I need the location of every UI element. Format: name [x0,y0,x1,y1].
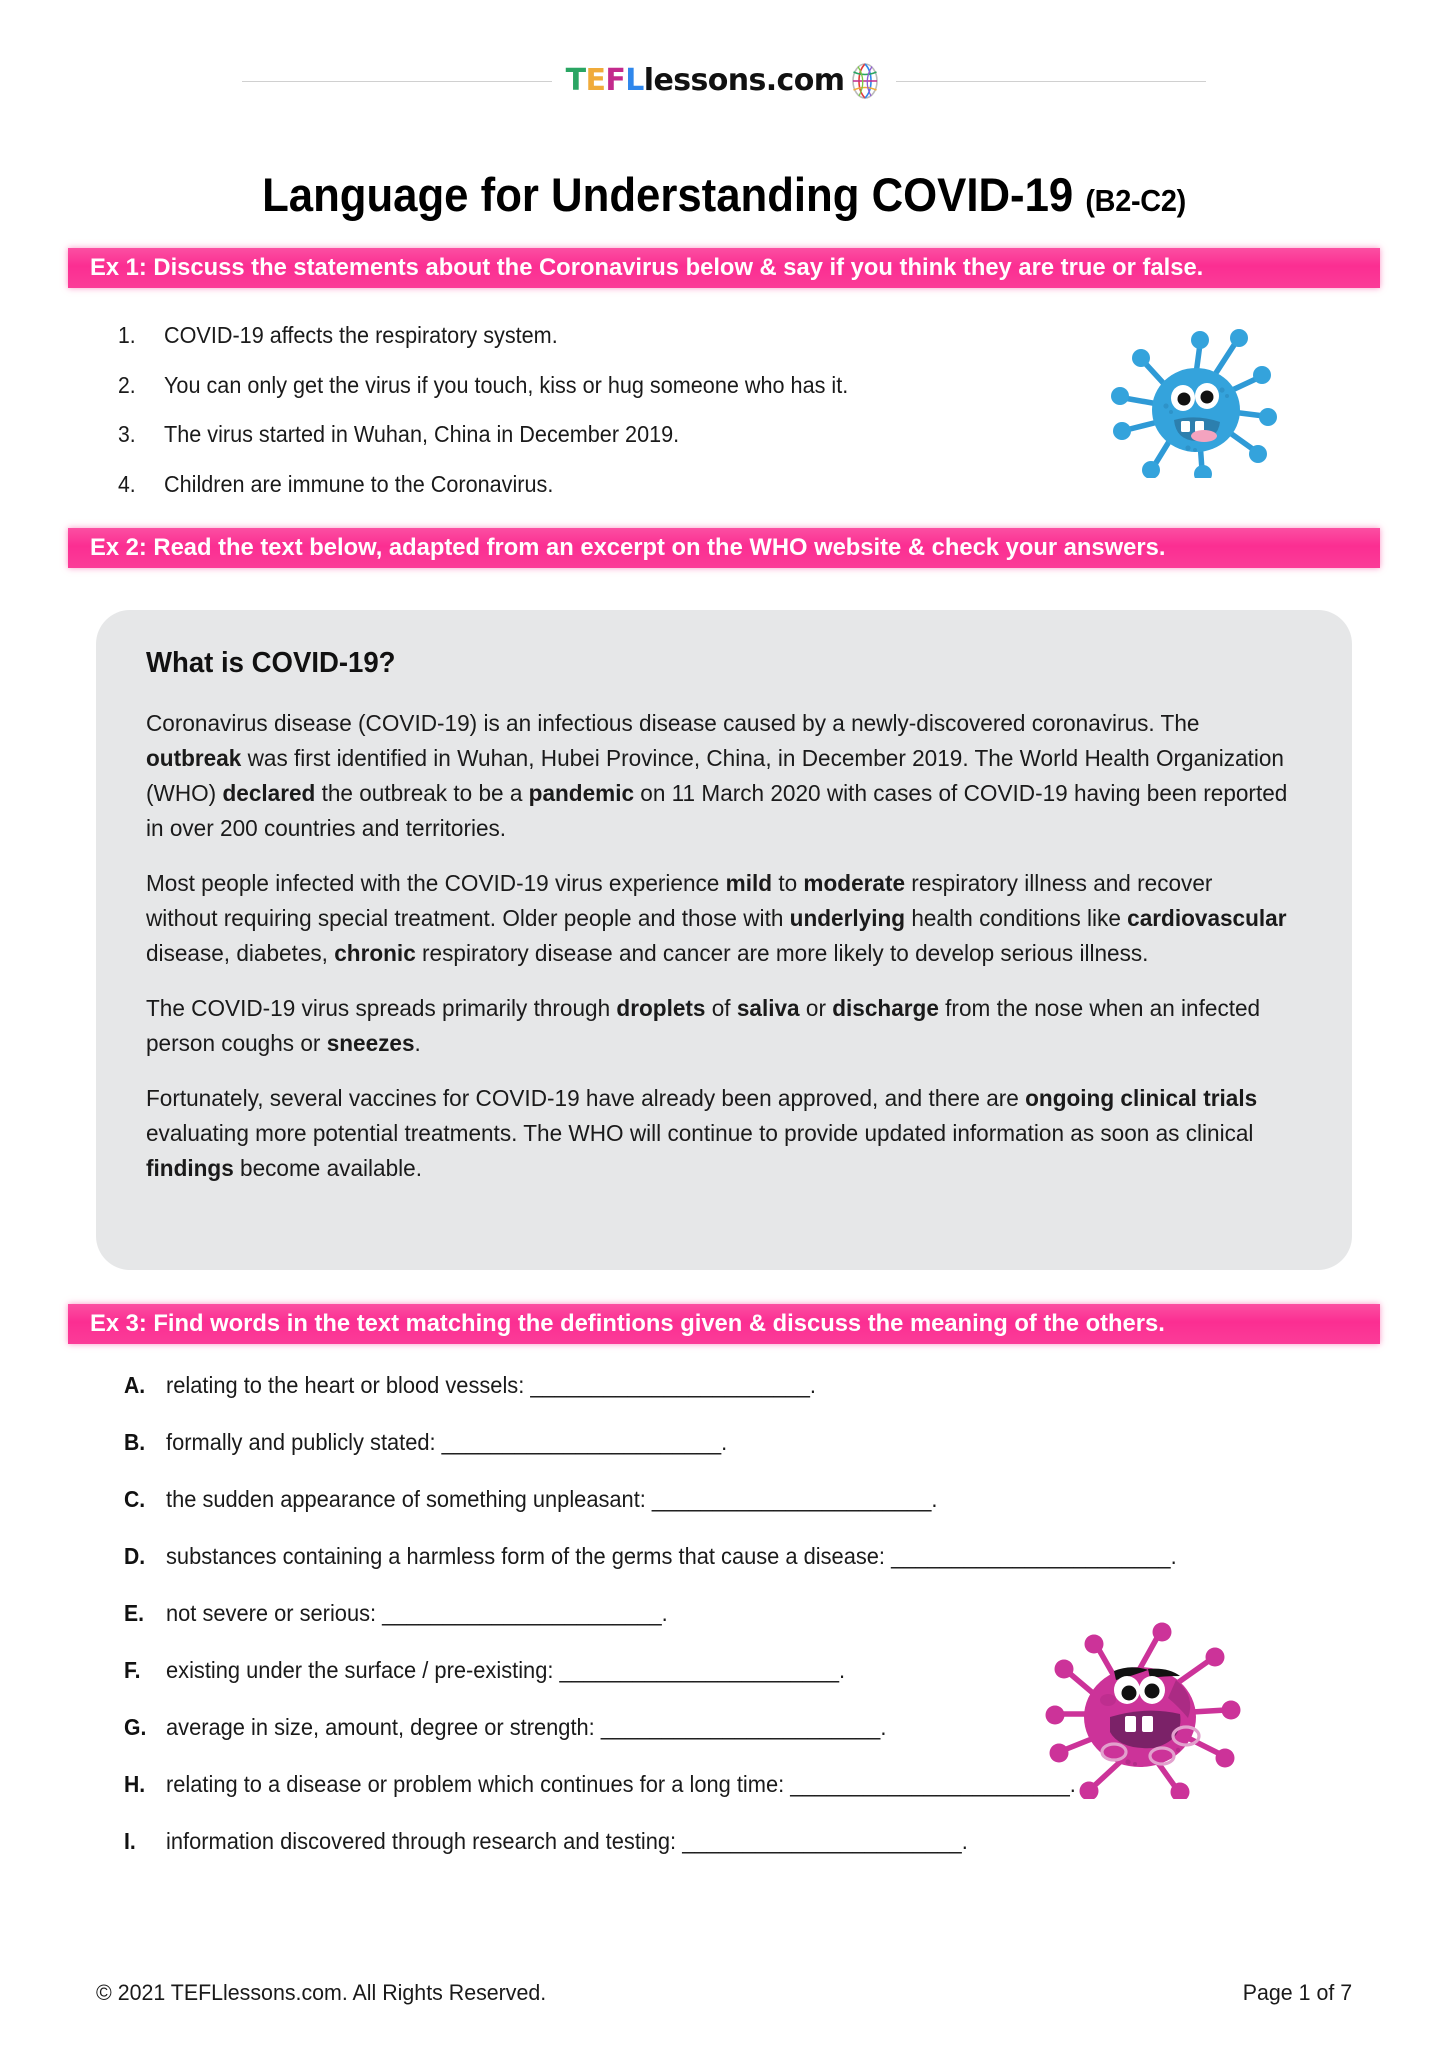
ex3-item-letter: F. [124,1657,141,1683]
ex1-item-text: Children are immune to the Coronavirus. [164,470,554,497]
ex1-item-number: 2. [118,371,136,398]
footer-page-number: Page 1 of 7 [1242,1980,1352,2005]
reading-paragraph: The COVID-19 virus spreads primarily through droplets of saliva or discharge from the nose when an infected person coughs or sneezes. [146,995,1261,1056]
ex3-item-text[interactable]: the sudden appearance of something unpleasant: _______________________. [166,1486,938,1512]
list-item [124,1372,1394,1399]
ex1-item-text: You can only get the virus if you touch, kiss or hug someone who has it. [164,371,849,398]
logo-letter-l: L [625,63,644,98]
ex3-item-letter: H. [124,1771,146,1797]
exercise-banner-ex3-label: Ex 3: Find words in the text matching the defintions given & discuss the meaning of the others. [90,1310,1165,1337]
globe-icon [848,62,882,100]
logo-letter-e: E [585,63,606,98]
list-item [124,1600,1394,1627]
page-footer [96,1980,1352,2006]
exercise-banner-ex1 [68,248,1380,288]
logo-letter-f: F [605,63,626,98]
ex1-item-text: The virus started in Wuhan, China in December 2019. [164,421,680,447]
ex1-item-text: COVID-19 affects the respiratory system. [164,322,558,348]
logo-wordmark [565,63,845,98]
ex3-item-text[interactable]: relating to a disease or problem which continues for a long time: _______________________. [166,1771,1076,1797]
list-item [118,372,1108,399]
ex3-item-text[interactable]: existing under the surface / pre-existing: _______________________. [166,1657,846,1683]
list-item [118,471,1108,498]
list-item [124,1771,1394,1798]
ex1-item-number: 4. [118,470,136,497]
exercise-banner-ex3 [68,1304,1380,1344]
reading-text-box [96,610,1352,1270]
ex3-item-letter: A. [124,1372,146,1398]
exercise-banner-ex1-label: Ex 1: Discuss the statements about the Coronavirus below & say if you think they are true or false. [90,254,1204,281]
reading-paragraph: Most people infected with the COVID-19 virus experience mild to moderate respiratory illness and recover without requiring special treatment. Older people and those with underlying health conditions like cardiovascular disease, diabetes, chronic respiratory disease and cancer are more likely to develop serious illness. [146,870,1287,966]
list-item [118,322,1108,349]
page-title [51,167,1398,222]
list-item [124,1657,1394,1684]
site-logo-bar [0,62,1448,100]
list-item [124,1543,1394,1570]
list-item [124,1714,1394,1741]
ex3-item-text[interactable]: not severe or serious: _______________________. [166,1600,668,1626]
ex1-item-number: 1. [118,322,136,348]
logo-letter-t: T [565,63,586,98]
ex3-item-letter: C. [124,1486,146,1512]
list-item [124,1429,1394,1456]
ex3-item-text[interactable]: substances containing a harmless form of the germs that cause a disease: _______________________. [166,1543,1177,1569]
reading-paragraph: Coronavirus disease (COVID-19) is an infectious disease caused by a newly-discovered coronavirus. The outbreak was first identified in Wuhan, Hubei Province, China, in December 2019. The World Health Organization (WHO) declared the outbreak to be a pandemic on 11 March 2020 with cases of COVID-19 having been reported in over 200 countries and territories. [146,710,1288,841]
logo-rule-right [896,81,1206,82]
ex3-item-letter: B. [124,1429,146,1455]
blue-virus-icon [1096,318,1296,478]
ex3-item-text[interactable]: relating to the heart or blood vessels: _______________________. [166,1372,816,1398]
ex1-item-number: 3. [118,421,136,447]
ex3-definition-list [124,1372,1394,1885]
ex3-item-letter: D. [124,1543,146,1569]
page-title-main: Language for Understanding COVID-19 [262,168,1086,222]
list-item [118,421,1108,448]
list-item [124,1486,1394,1513]
ex1-statement-list [118,322,1108,520]
ex3-item-text[interactable]: formally and publicly stated: _______________________. [166,1429,728,1455]
list-item [124,1828,1394,1855]
exercise-banner-ex2-label: Ex 2: Read the text below, adapted from an excerpt on the WHO website & check your answers. [90,534,1166,561]
exercise-banner-ex2 [68,528,1380,568]
ex3-item-letter: E. [124,1600,144,1626]
ex3-item-text[interactable]: information discovered through research and testing: _______________________. [166,1828,968,1854]
page-title-level: (B2-C2) [1085,183,1186,219]
footer-copyright: © 2021 TEFLlessons.com. All Rights Reserved. [96,1980,547,2005]
logo-rule-left [242,81,552,82]
ex3-item-text[interactable]: average in size, amount, degree or strength: _______________________. [166,1714,887,1740]
logo-domain-text: lessons.com [643,63,845,98]
site-logo[interactable] [552,62,897,100]
reading-paragraph: Fortunately, several vaccines for COVID-19 have already been approved, and there are ongoing clinical trials evaluating more potential treatments. The WHO will continue to provide updated information as soon as clinical findings become available. [146,1085,1258,1181]
ex3-item-letter: I. [124,1828,136,1854]
ex3-item-letter: G. [124,1714,147,1740]
reading-heading: What is COVID-19? [146,647,396,679]
